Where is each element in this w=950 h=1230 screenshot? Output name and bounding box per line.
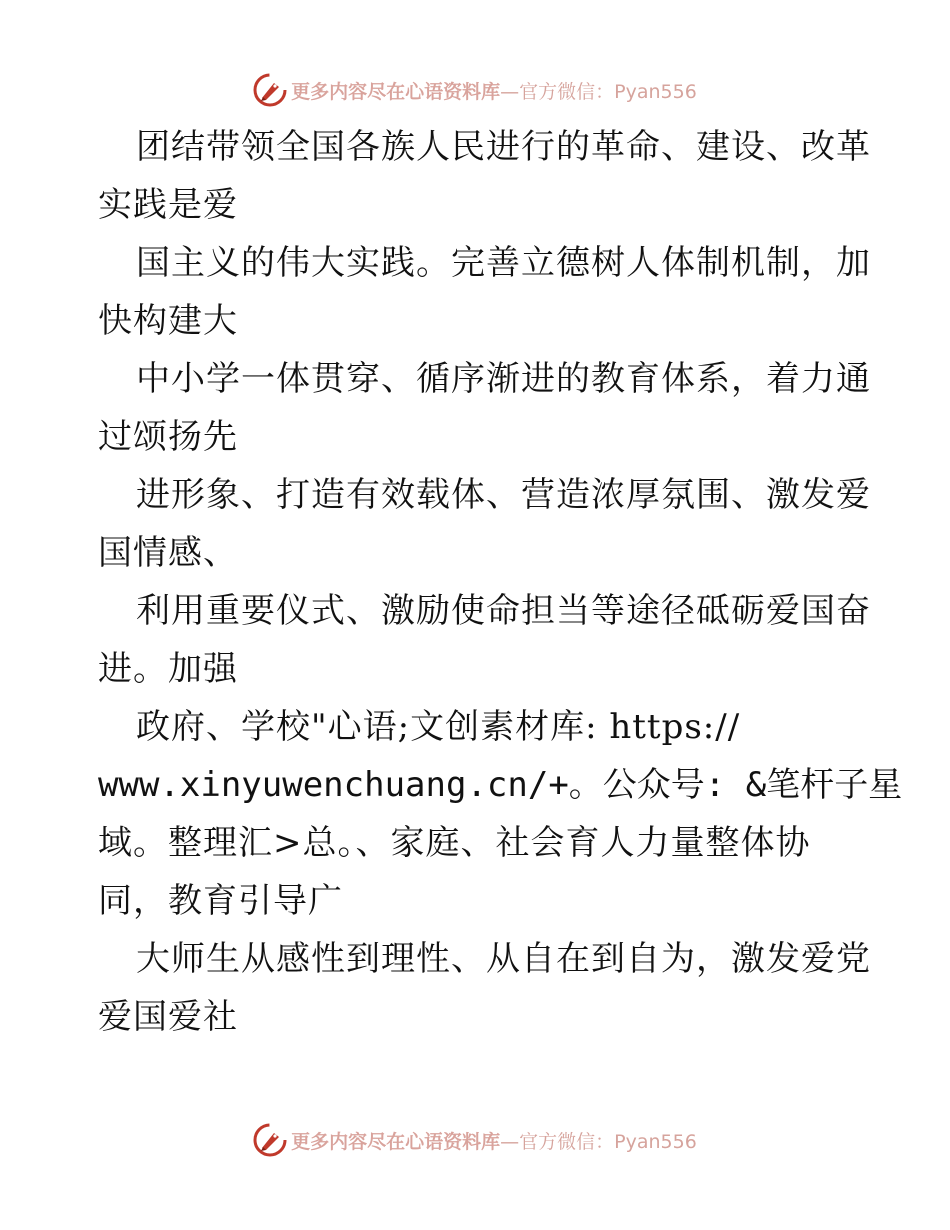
body-line: 团结带领全国各族人民进行的革命、建设、改革	[136, 127, 871, 167]
body-line: 快构建大	[98, 301, 238, 341]
footer-banner	[0, 1118, 950, 1162]
body-line: 域。整理汇>总。、家庭、社会育人力量整体协	[98, 823, 811, 863]
header-banner-title: 更多内容尽在心语资料库	[291, 80, 501, 103]
body-line: 利用重要仪式、激励使命担当等途径砥砺爱国奋	[136, 591, 871, 631]
body-line: 进形象、打造有效载体、营造浓厚氛围、激发爱	[136, 475, 871, 515]
footer-banner-title: 更多内容尽在心语资料库	[291, 1130, 501, 1153]
body-line: 同，教育引导广	[98, 881, 343, 921]
header-banner	[0, 68, 950, 112]
body-line: 爱国爱社	[98, 997, 238, 1037]
pen-nib-logo-icon	[253, 1123, 287, 1157]
footer-banner-text	[291, 1127, 697, 1154]
body-line: 中小学一体贯穿、循序渐进的教育体系，着力通	[136, 359, 871, 399]
body-line: 国主义的伟大实践。完善立德树人体制机制，加	[136, 243, 871, 283]
body-line: 进。加强	[98, 649, 238, 689]
footer-banner-contact: —官方微信：Pyan556	[500, 1130, 697, 1153]
header-banner-contact: —官方微信：Pyan556	[500, 80, 697, 103]
body-line: 实践是爱	[98, 185, 238, 225]
pen-nib-logo-icon	[253, 73, 287, 107]
body-line: 大师生从感性到理性、从自在到自为，激发爱党	[136, 939, 871, 979]
body-line: 过颂扬先	[98, 417, 238, 457]
body-line: 国情感、	[98, 533, 238, 573]
header-banner-text	[291, 77, 697, 104]
document-body	[98, 118, 903, 1046]
body-line: www.xinyuwenchuang.cn/+。公众号: &笔杆子星	[98, 765, 903, 805]
body-line: 政府、学校"心语;文创素材库: https://	[136, 707, 741, 747]
